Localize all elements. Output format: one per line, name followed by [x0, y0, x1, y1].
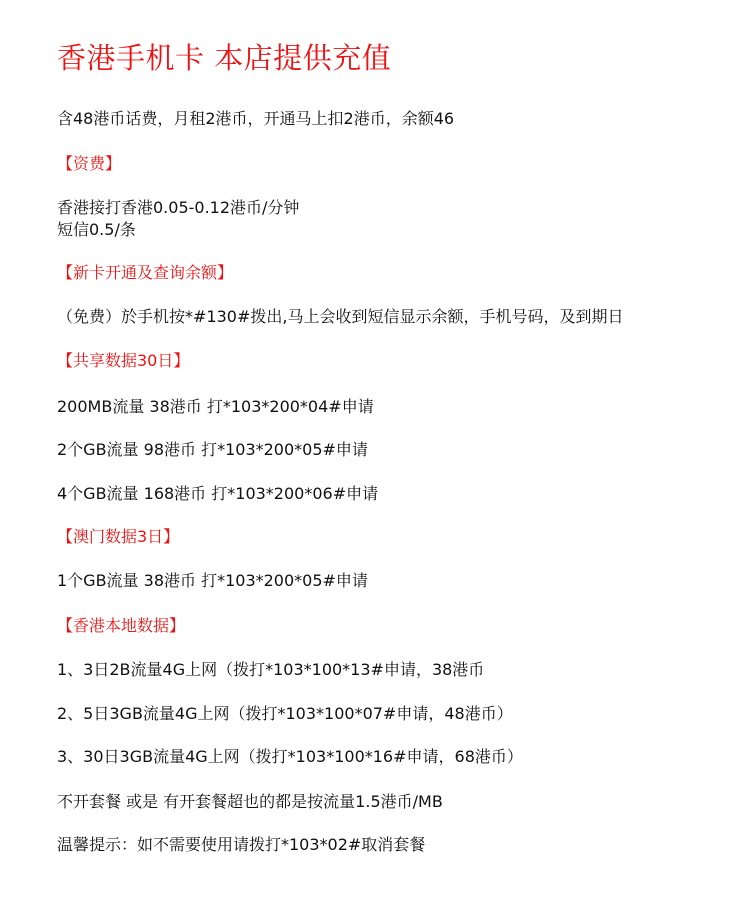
rate-line-sms: 短信0.5/条 [57, 220, 136, 239]
section-heading-macau-data: 【澳门数据3日】 [57, 527, 180, 546]
activation-line: （免费）於手机按*#130#拨出,马上会收到短信显示余额，手机号码，及到期日 [57, 307, 624, 326]
intro-text: 含48港币话费，月租2港币，开通马上扣2港币，余额46 [57, 109, 455, 128]
section-heading-activation: 【新卡开通及查询余额】 [57, 263, 234, 282]
rate-line-calls: 香港接打香港0.05-0.12港币/分钟 [57, 198, 300, 217]
footer-overage-note: 不开套餐 或是 有开套餐超也的都是按流量1.5港币/MB [57, 792, 443, 811]
hk-local-data-line-1: 1、3日2B流量4G上网（拨打*103*100*13#申请，38港币 [57, 660, 485, 679]
section-heading-hk-local-data: 【香港本地数据】 [57, 616, 186, 635]
hk-local-data-line-2: 2、5日3GB流量4G上网（拨打*103*100*07#申请，48港币） [57, 704, 513, 723]
footer-tip: 温馨提示：如不需要使用请拨打*103*02#取消套餐 [57, 835, 426, 854]
shared-data-line-2: 2个GB流量 98港币 打*103*200*05#申请 [57, 440, 368, 459]
shared-data-line-1: 200MB流量 38港币 打*103*200*04#申请 [57, 397, 374, 416]
shared-data-line-3: 4个GB流量 168港币 打*103*200*06#申请 [57, 484, 379, 503]
macau-data-line: 1个GB流量 38港币 打*103*200*05#申请 [57, 571, 368, 590]
hk-local-data-line-3: 3、30日3GB流量4G上网（拨打*103*100*16#申请，68港币） [57, 747, 523, 766]
page-title: 香港手机卡 本店提供充值 [57, 41, 392, 75]
section-heading-shared-data: 【共享数据30日】 [57, 351, 190, 370]
section-heading-rates: 【资费】 [57, 154, 122, 173]
